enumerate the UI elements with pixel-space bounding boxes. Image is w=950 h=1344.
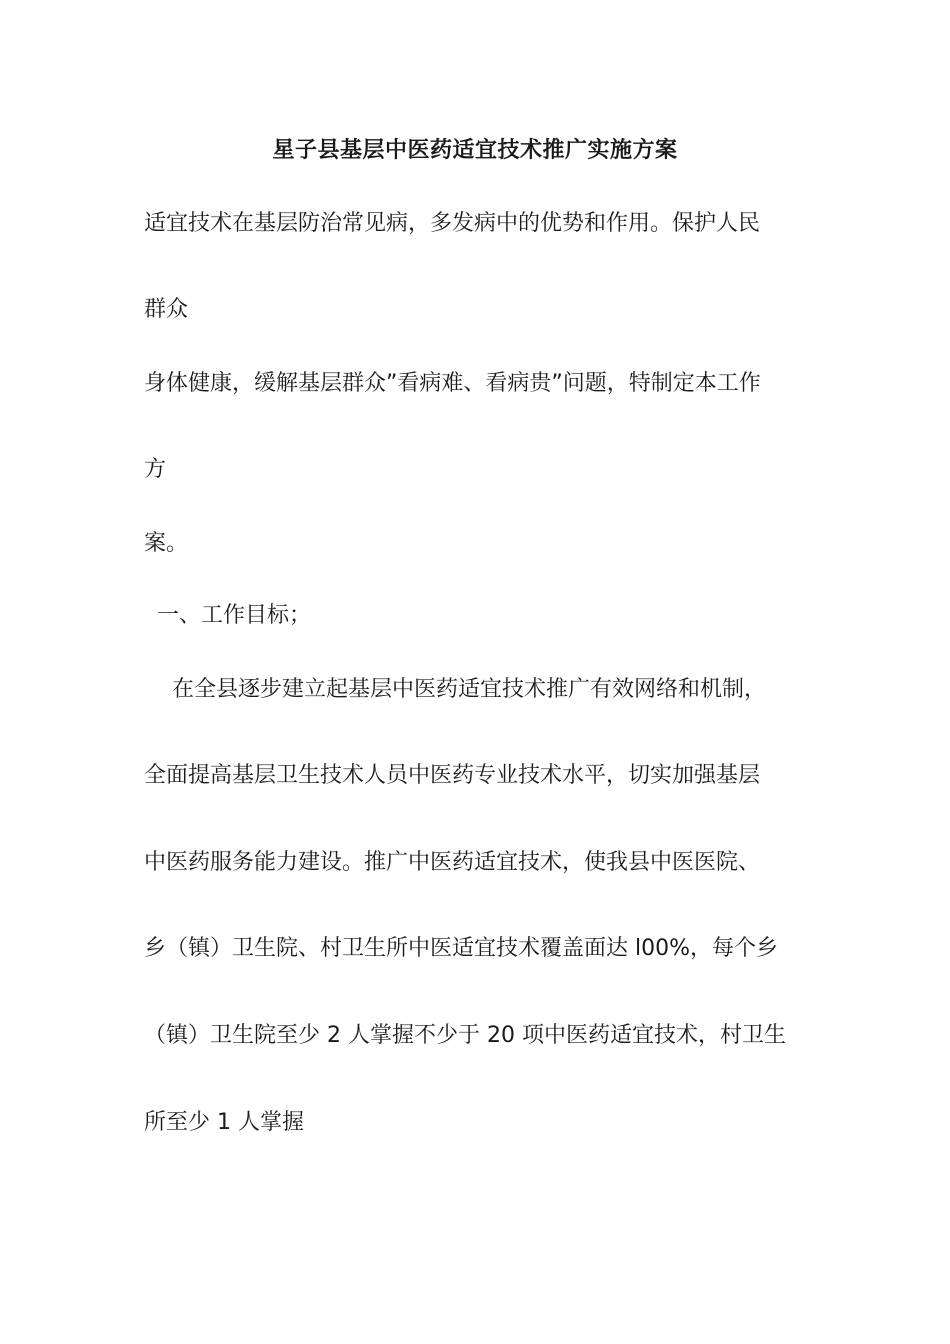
paragraph-line: 案。 bbox=[144, 531, 189, 556]
paragraph-line: 适宜技术在基层防治常见病，多发病中的优势和作用。保护人民 bbox=[144, 211, 761, 236]
paragraph-line: 身体健康，缓解基层群众”看病难、看病贵”问题，特制定本工作 bbox=[144, 371, 761, 396]
paragraph-line: 所至少 1 人掌握 bbox=[144, 1110, 304, 1135]
document-title: 星子县基层中医药适宜技术推广实施方案 bbox=[272, 138, 678, 163]
paragraph-line: 方 bbox=[144, 457, 167, 482]
section-heading: 一、工作目标； bbox=[157, 603, 312, 628]
paragraph-line: 群众 bbox=[144, 297, 189, 322]
paragraph-line: 中医药服务能力建设。推广中医药适宜技术，使我县中医医院、 bbox=[144, 850, 761, 875]
paragraph-line: 在全县逐步建立起基层中医药适宜技术推广有效网络和机制， bbox=[172, 677, 767, 702]
paragraph-line: 全面提高基层卫生技术人员中医药专业技术水平，切实加强基层 bbox=[144, 763, 761, 788]
paragraph-line: 乡（镇）卫生院、村卫生所中医适宜技术覆盖面达 l00%，每个乡 bbox=[144, 936, 779, 961]
paragraph-line: （镇）卫生院至少 2 人掌握不少于 20 项中医药适宜技术，村卫生 bbox=[144, 1023, 786, 1048]
